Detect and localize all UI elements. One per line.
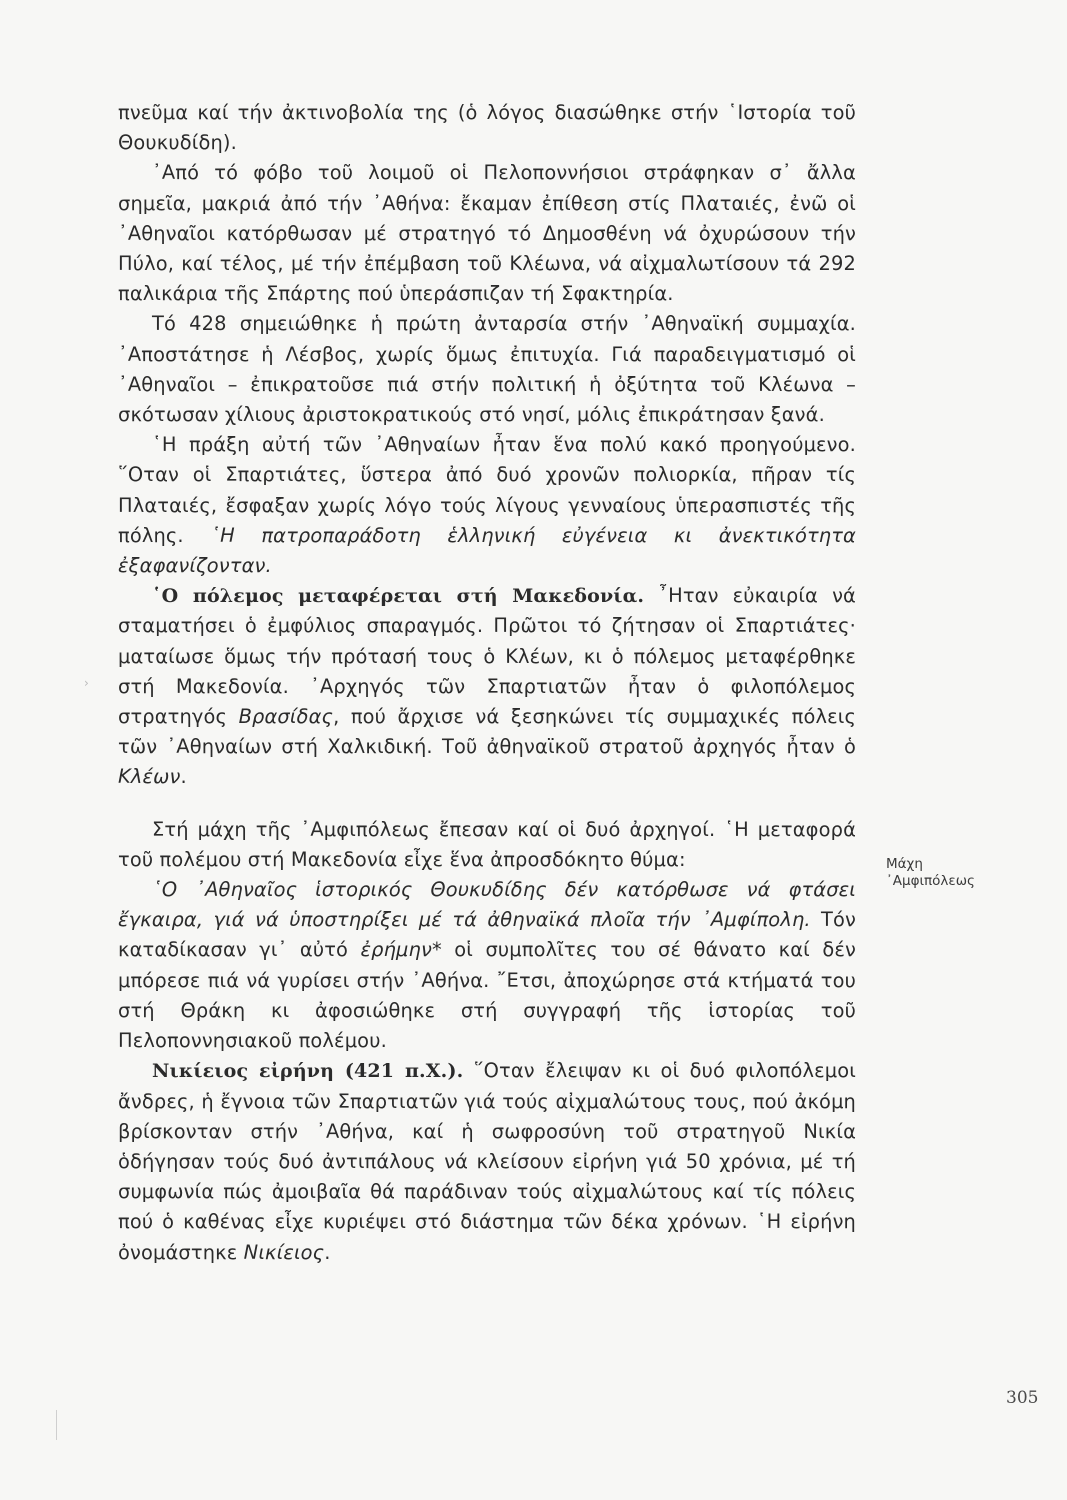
paragraph-thucydides: [118, 875, 856, 1056]
paragraph-text: Τόν καταδίκασαν γι᾿ αὐτό: [118, 908, 856, 962]
margin-note-line: ᾿Αμφιπόλεως: [886, 873, 975, 889]
name-nikieios: Νικίειος: [243, 1240, 325, 1264]
name-brasidas: Βρασίδας: [238, 705, 334, 729]
paragraph-text: ῾Η πράξη αὐτή τῶν ᾿Αθηναίων ἦταν ἕνα πολύ κακό προηγούμενο. ῞Οταν οἱ Σπαρτιάτες, ὕστερα ἀπό δυό χρονῶν πολιορκία, πῆραν τίς Πλαταιές, ἔσφαξαν χωρίς λόγο τούς λίγους γενναίους ὑπερασπιστές τῆς πόλης.: [118, 433, 856, 547]
paragraph-text: οἱ συμπολῖτες του σέ θάνατο καί δέν μπόρεσε πιά νά γυρίσει στήν ᾿Αθήνα. ῎Ετσι, ἀποχώρησε στά κτήματά του στή Θράκη κι ἀφοσιώθηκε στή συγγραφή τῆς ἱστορίας τοῦ Πελοποννησιακοῦ πολέμου.: [118, 938, 856, 1053]
paragraph-text: , πού ἄρχισε νά ξεσηκώνει τίς συμμαχικές πόλεις τῶν ᾿Αθηναίων στή Χαλκιδική. Τοῦ ἀθηναϊκοῦ στρατοῦ ἀρχηγός ἦταν ὁ: [118, 705, 856, 759]
paragraph-text: ῞Οταν ἔλειψαν κι οἱ δυό φιλοπόλεμοι ἄνδρες, ἡ ἔγνοια τῶν Σπαρτιατῶν γιά τούς αἰχμαλώτους τους, πού ἀκόμη βρίσκονταν στήν ᾿Αθήνα, καί ἡ σωφροσύνη τοῦ στρατηγοῦ Νικία ὁδήγησαν τούς δυό ἀντιπάλους νά κλείσουν εἰρήνη γιά 50 χρόνια, μέ τή συμφωνία πώς ἀμοιβαῖα θά παράδιναν τούς αἰχμαλώτους καί τίς πόλεις πού ὁ καθένας εἶχε κυριέψει στό διάστημα τῶν δέκα χρόνων. ῾Η εἰρήνη ὀνομάστηκε: [118, 1059, 857, 1264]
paragraph-macedonia: [118, 581, 856, 792]
paragraph-text: ᾿Από τό φόβο τοῦ λοιμοῦ οἱ Πελοποννήσιοι στράφηκαν σ᾿ ἄλλα σημεῖα, μακριά ἀπό τήν ᾿Αθήνα: ἔκαμαν ἐπίθεση στίς Πλαταιές, ἐνῶ οἱ ᾿Αθηναῖοι κατόρθωσαν μέ στρατηγό τό Δημοσθένη νά ὀχυρώσουν τήν Πύλο, καί τέλος, μέ τήν ἐπέμβαση τοῦ Κλέωνα, νά αἰχμαλωτίσουν τά 292 παλικάρια τῆς Σπάρτης πού ὑπεράσπιζαν τή Σφακτηρία.: [118, 161, 856, 306]
paragraph-text: Τό 428 σημειώθηκε ἡ πρώτη ἀνταρσία στήν ᾿Αθηναϊκή συμμαχία. ᾿Αποστάτησε ἡ Λέσβος, χωρίς ὅμως ἐπιτυχία. Γιά παραδειγματισμό οἱ ᾿Αθηναῖοι – ἐπικρατοῦσε πιά στήν πολιτική ἡ ὀξύτητα τοῦ Κλέωνα – σκότωσαν χίλιους ἀριστοκρατικούς στό νησί, μόλις ἐπικράτησαν ξανά.: [118, 312, 856, 427]
paragraph-text: Στή μάχη τῆς ᾿Αμφιπόλεως ἔπεσαν καί οἱ δυό ἀρχηγοί. ῾Η μεταφορά τοῦ πολέμου στή Μακεδονία εἶχε ἕνα ἀπροσδόκητο θύμα:: [118, 817, 856, 871]
paragraph-peace-of-nicias: [118, 1056, 856, 1267]
paragraph-lesbos-revolt: [118, 309, 856, 430]
paragraph-end: .: [324, 1240, 331, 1264]
paragraph-peloponnesians: [118, 158, 856, 309]
name-kleon: Κλέων: [118, 765, 181, 789]
section-heading-macedonia: ῾Ο πόλεμος μεταφέρεται στή Μακεδονία.: [152, 585, 645, 608]
paragraph-end: .: [180, 765, 187, 789]
italic-emphasis: ῾Ο ᾿Αθηναῖος ἱστορικός Θουκυδίδης δέν κατόρθωσε νά φτάσει ἔγκαιρα, γιά νά ὑποστηρίξει μέ τά ἀθηναϊκά πλοῖα τήν ᾿Αμφίπολη.: [118, 878, 856, 932]
margin-note-line: Μάχη: [886, 856, 923, 872]
section-heading-nicias: Νικίειος εἰρήνη (421 π.Χ.).: [152, 1060, 464, 1083]
body-text: [118, 98, 856, 1268]
page-number: 305: [1006, 1388, 1039, 1408]
paragraph-plataea: [118, 430, 856, 581]
margin-note: [886, 856, 975, 890]
italic-emphasis: ῾Η πατροπαράδοτη ἑλληνική εὐγένεια κι ἀνεκτικότητα ἐξαφανίζονταν.: [118, 523, 856, 578]
paragraph-text: ῏Ηταν εὐκαιρία νά σταματήσει ὁ ἐμφύλιος σπαραγμός. Πρῶτοι τό ζήτησαν οἱ Σπαρτιάτες· ματαίωσε ὅμως τήν πρότασή τους ὁ Κλέων, κι ὁ πόλεμος μεταφέρθηκε στή Μακεδονία. ᾿Αρχηγός τῶν Σπαρτιατῶν ἦταν ὁ φιλοπόλεμος στρατηγός: [118, 584, 856, 729]
paragraph-amphipolis: [118, 815, 856, 875]
bleed-through-mark: ›: [84, 676, 89, 690]
paragraph-text: πνεῦμα καί τήν ἀκτινοβολία της (ὁ λόγος διασώθηκε στήν ῾Ιστορία τοῦ Θουκυδίδη).: [118, 101, 856, 155]
binding-edge-mark: [56, 1410, 59, 1440]
glossary-term: ἐρήμην*: [360, 938, 442, 962]
paragraph-plague-end: [118, 98, 856, 158]
